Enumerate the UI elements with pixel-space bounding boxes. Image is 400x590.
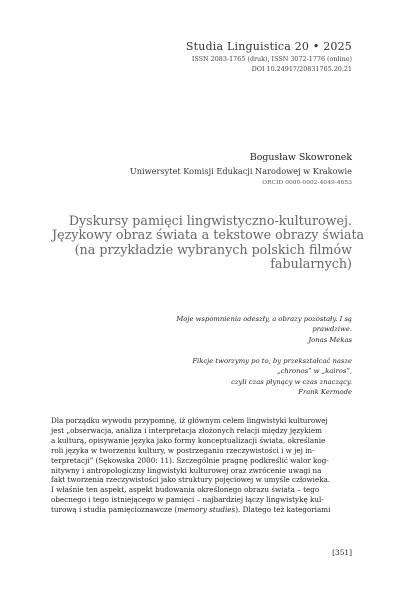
body-line: I właśnie ten aspekt, aspekt budowania określonego obrazu świata – tego — [51, 485, 320, 495]
body-text-segment: ). Dlatego też kategoriami — [235, 505, 331, 515]
title-line: fabularnych) — [270, 256, 352, 272]
epigraph-line: „chronos” w „kairos”, — [277, 367, 352, 376]
body-line: nitywny i antropologiczny lingwistyki kulturowej oraz zwrócenie uwagi na — [51, 465, 322, 475]
epigraph-kermode — [102, 356, 352, 398]
body-line — [51, 505, 356, 515]
body-line: obecnego i tego istniejącego w pamięci – najbardziej łączy lingwistykę kul- — [51, 495, 324, 505]
body-line: jest „obserwacja, analiza i interpretacja złożonych relacji między językiem — [51, 425, 322, 435]
body-line: Dla porządku wywodu przypomnę, iż głównym celem lingwistyki kulturowej — [51, 416, 328, 425]
body-italic-term: memory studies — [177, 505, 236, 515]
epigraph-line: Moje wspomnienia odeszły, a obrazy pozostały. I są — [176, 315, 352, 323]
body-line: a kulturą, opisywanie języka jako formy konceptualizacji świata, określanie — [51, 435, 326, 445]
author-orcid: ORCID 0000-0002-4049-4653 — [262, 180, 352, 186]
epigraph-mekas — [102, 314, 352, 345]
journal-title: Studia Linguistica 20 • 2025 — [185, 40, 352, 53]
body-line: roli języka w tworzeniu kultury, w postrzeganiu rzeczywistości i w jej in- — [51, 445, 315, 455]
title-line: Dyskursy pamięci lingwistyczno-kulturowej. — [68, 213, 352, 228]
author-name: Bogusław Skowronek — [249, 152, 352, 163]
body-text-segment: turową i studia pamięcioznawcze ( — [51, 505, 178, 515]
body-paragraph — [51, 416, 356, 515]
body-line: fakt tworzenia rzeczywistości jako struktury pojęciowej w umyśle człowieka. — [51, 475, 331, 485]
page-number: [351] — [332, 548, 352, 557]
article-title — [52, 213, 365, 272]
title-line: Językowy obraz świata a tekstowe obrazy świata — [52, 227, 365, 243]
epigraph-attribution: Jonas Mekas — [308, 335, 352, 344]
title-line: (na przykładzie wybranych polskich filmów — [74, 241, 352, 257]
epigraph-line: prawdziwe. — [312, 325, 352, 334]
epigraph-attribution: Frank Kermode — [298, 388, 352, 397]
body-line: terpretacji” (Sękowska 2000: 11). Szczególnie pragnę podkreślić walor kog- — [51, 455, 329, 465]
epigraph-line: czyli czas płynący w czas znaczący. — [231, 377, 352, 386]
epigraph-line: Fikcje tworzymy po to, by przekształcać nasze — [192, 357, 352, 365]
author-affiliation: Uniwersytet Komisji Edukacji Narodowej w Krakowie — [129, 166, 352, 176]
issn-line: ISSN 2083-1765 (druk), ISSN 3072-1776 (online) — [191, 55, 352, 63]
doi-line: DOI 10.24917/20831765.20.21 — [251, 65, 352, 73]
